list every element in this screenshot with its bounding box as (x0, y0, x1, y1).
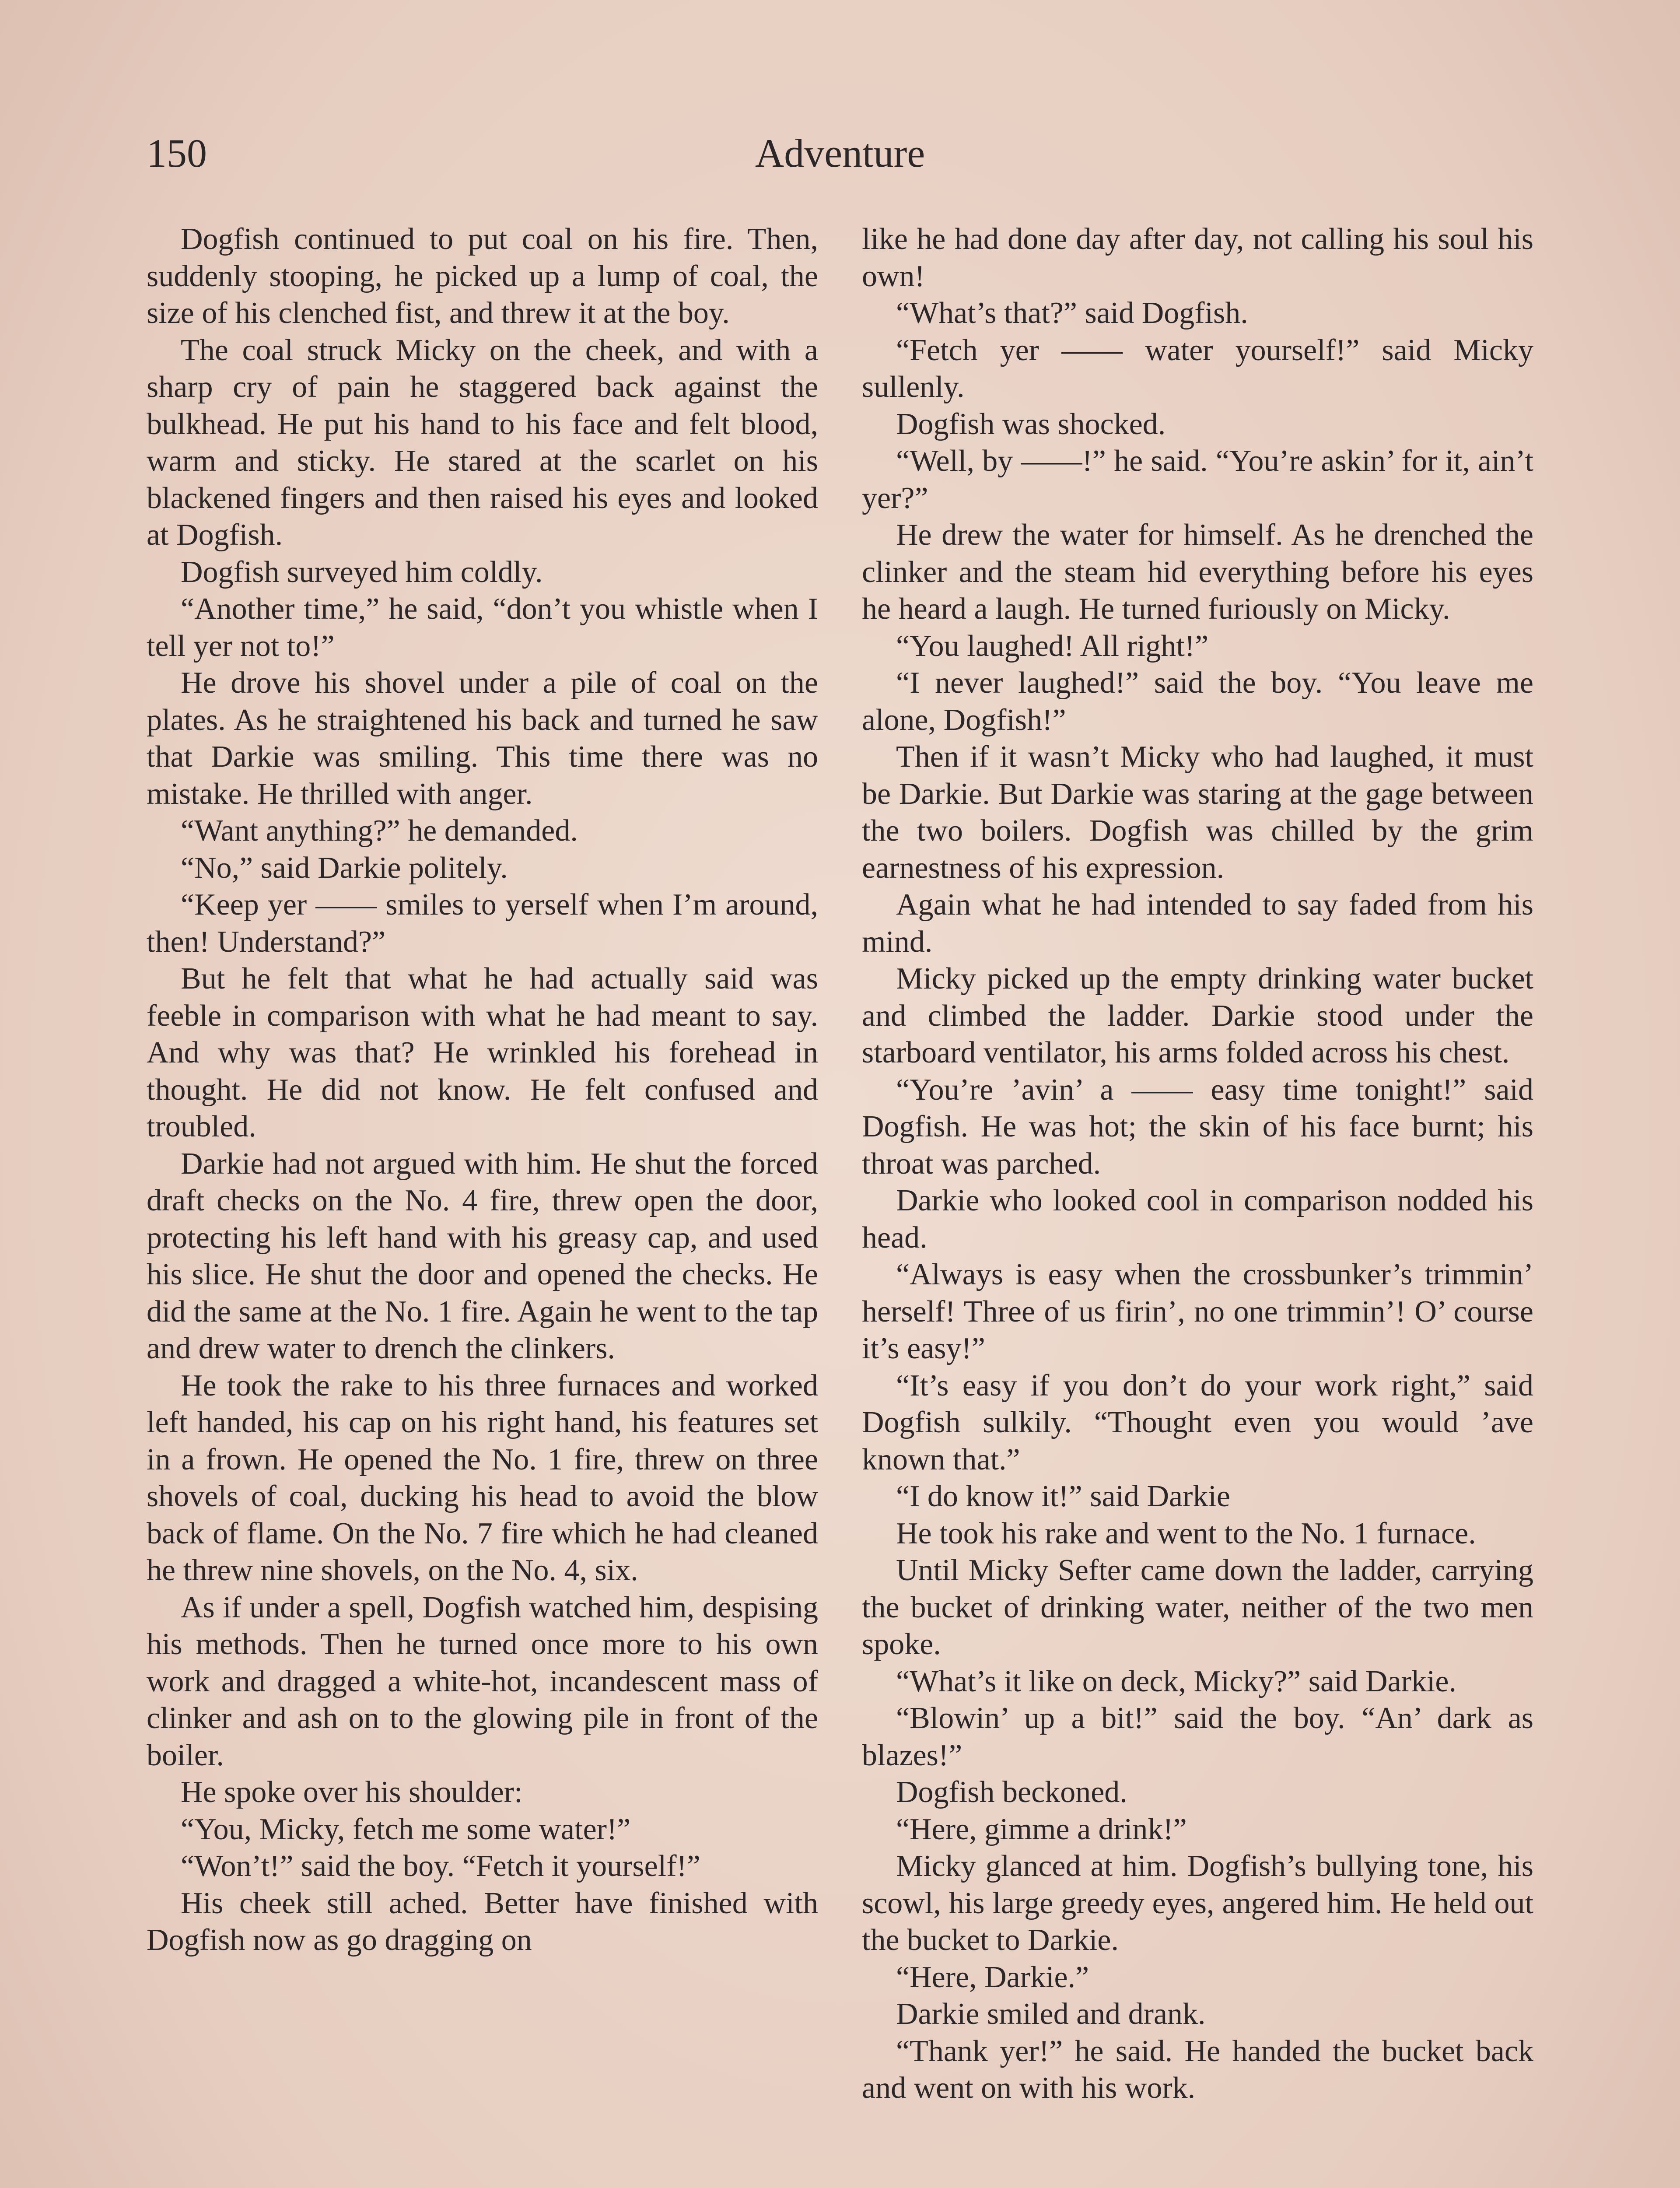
running-title: Adventure (755, 131, 925, 175)
paragraph: “No,” said Darkie politely. (181, 851, 508, 885)
paragraph: Dogfish continued to put coal on his fire. Then, suddenly stooping, he picked up a lump of coal, the size of his clenched fist, and threw it at the boy. (147, 222, 818, 330)
paragraph: He spoke over his shoulder: (181, 1775, 523, 1809)
paragraph: “Want anything?” he demanded. (181, 814, 578, 848)
paragraph: His cheek still ached. Better have finished with Dogfish now as go dragging on (147, 1886, 818, 1957)
paragraph: As if under a spell, Dogfish watched him, despising his methods. Then he turned once more to his own work and dragged a white-hot, incandescent mass of clinker and ash on to the glowing pile in front of the boiler. (147, 1590, 818, 1772)
paragraph: “You laughed! All right!” (896, 629, 1209, 663)
paragraph: Dogfish was shocked. (896, 407, 1166, 441)
page-header (147, 127, 1533, 188)
page-number: 150 (147, 131, 207, 175)
paragraph: He drove his shovel under a pile of coal on the plates. As he straightened his back and turned he saw that Darkie was smiling. This time there was no mistake. He thrilled with anger. (147, 666, 818, 811)
paragraph: Until Micky Sefter came down the ladder, carrying the bucket of drinking water, neither of the two men spoke. (862, 1553, 1533, 1661)
paragraph: “What’s it like on deck, Micky?” said Darkie. (896, 1664, 1456, 1698)
paragraph: “It’s easy if you don’t do your work right,” said Dogfish sulkily. “Thought even you would ’ave known that.” (862, 1368, 1533, 1476)
paragraph: “Here, Darkie.” (896, 1960, 1089, 1994)
paragraph: “What’s that?” said Dogfish. (896, 296, 1248, 330)
paragraph: “Here, gimme a drink!” (896, 1812, 1187, 1846)
paragraph: Darkie who looked cool in comparison nodded his head. (862, 1184, 1533, 1255)
paragraph: “Keep yer —— smiles to yerself when I’m around, then! Understand?” (147, 888, 818, 959)
left-text-column (147, 221, 818, 1959)
paragraph: “Won’t!” said the boy. “Fetch it yourself!” (181, 1849, 700, 1883)
paragraph: The coal struck Micky on the cheek, and with a sharp cry of pain he staggered back against the bulkhead. He put his hand to his face and felt blood, warm and sticky. He stared at the scarlet on his blackened fingers and then raised his eyes and looked at Dogfish. (147, 333, 818, 552)
paragraph: “I do know it!” said Darkie (896, 1480, 1230, 1513)
paragraph: Dogfish surveyed him coldly. (181, 555, 543, 589)
paragraph: He drew the water for himself. As he drenched the clinker and the steam hid everything before his eyes he heard a laugh. He turned furiously on Micky. (862, 518, 1533, 626)
paragraph: Dogfish beckoned. (896, 1775, 1127, 1809)
paragraph: “Fetch yer —— water yourself!” said Micky sullenly. (862, 333, 1533, 404)
paragraph: “I never laughed!” said the boy. “You leave me alone, Dogfish!” (862, 666, 1533, 737)
paragraph: Again what he had intended to say faded from his mind. (862, 888, 1533, 959)
paragraph: He took his rake and went to the No. 1 furnace. (896, 1516, 1476, 1550)
paragraph: Darkie had not argued with him. He shut the forced draft checks on the No. 4 fire, threw open the door, protecting his left hand with his greasy cap, and used his slice. He shut the door and opened the checks. He did the same at the No. 1 fire. Again he went to the tap and drew water to drench the clinkers. (147, 1147, 818, 1365)
paragraph: “Thank yer!” he said. He handed the bucket back and went on with his work. (862, 2034, 1533, 2105)
paragraph: “Blowin’ up a bit!” said the boy. “An’ dark as blazes!” (862, 1701, 1533, 1772)
right-text-column (862, 221, 1533, 2107)
paragraph: Micky glanced at him. Dogfish’s bullying tone, his scowl, his large greedy eyes, angered him. He held out the bucket to Darkie. (862, 1849, 1533, 1957)
paragraph: “You’re ’avin’ a —— easy time tonight!” said Dogfish. He was hot; the skin of his face burnt; his throat was parched. (862, 1073, 1533, 1181)
paragraph: “Well, by ——!” he said. “You’re askin’ for it, ain’t yer?” (862, 444, 1533, 515)
paragraph-continued: like he had done day after day, not calling his soul his own! (862, 222, 1533, 293)
paragraph: Micky picked up the empty drinking water bucket and climbed the ladder. Darkie stood under the starboard ventilator, his arms folded across his chest. (862, 962, 1533, 1069)
paragraph: But he felt that what he had actually said was feeble in comparison with what he had meant to say. And why was that? He wrinkled his forehead in thought. He did not know. He felt confused and troubled. (147, 962, 818, 1143)
paragraph: “Always is easy when the crossbunker’s trimmin’ herself! Three of us firin’, no one trimmin’! O’ course it’s easy!” (862, 1258, 1533, 1365)
paragraph: “Another time,” he said, “don’t you whistle when I tell yer not to!” (147, 592, 818, 663)
paragraph: “You, Micky, fetch me some water!” (181, 1812, 631, 1846)
paragraph: Darkie smiled and drank. (896, 1997, 1206, 2031)
paragraph: He took the rake to his three furnaces and worked left handed, his cap on his right hand, his features set in a frown. He opened the No. 1 fire, threw on three shovels of coal, ducking his head to avoid the blow back of flame. On the No. 7 fire which he had cleaned he threw nine shovels, on the No. 4, six. (147, 1368, 818, 1587)
paragraph: Then if it wasn’t Micky who had laughed, it must be Darkie. But Darkie was staring at the gage between the two boilers. Dogfish was chilled by the grim earnestness of his expression. (862, 740, 1533, 885)
